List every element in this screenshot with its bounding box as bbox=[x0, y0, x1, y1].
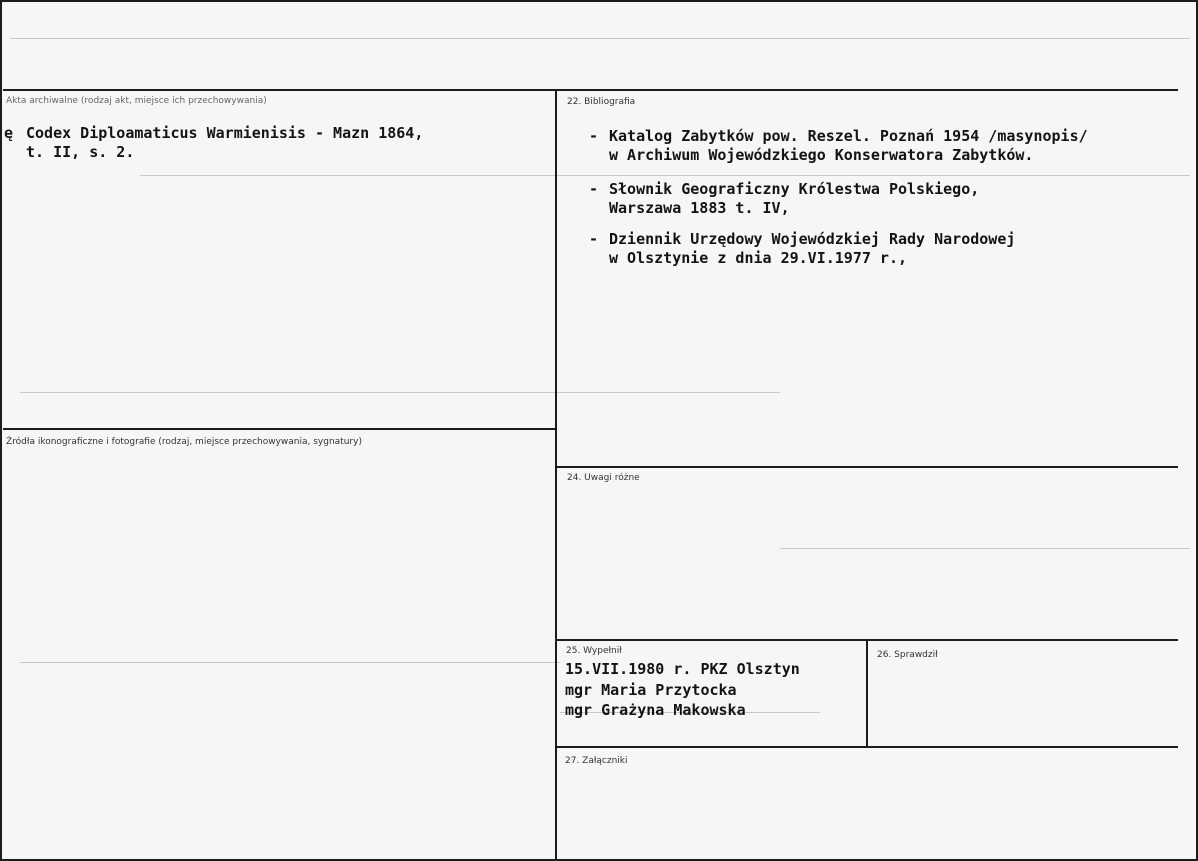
archives-bullet: ę bbox=[4, 124, 14, 142]
divider-left-mid bbox=[3, 428, 556, 430]
filled-by-person-1: mgr Maria Przytocka bbox=[565, 681, 737, 699]
bleed-through-line bbox=[780, 548, 1190, 549]
filled-by-label: 25. Wypełnił bbox=[566, 646, 622, 656]
bibliography-entry-2-line-1: Słownik Geograficzny Królestwa Polskiego, bbox=[609, 180, 980, 198]
frame-top bbox=[0, 0, 1198, 2]
bibliography-dash: - bbox=[589, 180, 599, 198]
bibliography-entry-1-line-2: w Archiwum Wojewódzkiego Konserwatora Zabytków. bbox=[609, 146, 1034, 164]
bibliography-label: 22. Bibliografia bbox=[567, 97, 636, 107]
archives-label: Akta archiwalne (rodzaj akt, miejsce ich przechowywania) bbox=[6, 96, 267, 106]
filled-by-date: 15.VII.1980 r. PKZ Olsztyn bbox=[565, 660, 800, 678]
bibliography-dash: - bbox=[589, 127, 599, 145]
archives-line-1: Codex Diploamaticus Warmienisis - Mazn 1864, bbox=[26, 124, 424, 142]
bibliography-entry-2-line-2: Warszawa 1883 t. IV, bbox=[609, 199, 790, 217]
bibliography-entry-3-line-2: w Olsztynie z dnia 29.VI.1977 r., bbox=[609, 249, 908, 267]
checked-by-label: 26. Sprawdził bbox=[877, 650, 938, 660]
bleed-through-line bbox=[20, 392, 780, 393]
divider-center bbox=[555, 89, 557, 859]
divider-remarks bbox=[556, 466, 1178, 468]
bibliography-entry-1-line-1: Katalog Zabytków pow. Reszel. Poznań 1954 /masynopis/ bbox=[609, 127, 1088, 145]
iconography-label: Źródła ikonograficzne i fotografie (rodzaj, miejsce przechowywania, sygnatury) bbox=[6, 437, 362, 447]
attachments-label: 27. Załączniki bbox=[565, 756, 628, 766]
bibliography-entry-3-line-1: Dziennik Urzędowy Wojewódzkiej Rady Narodowej bbox=[609, 230, 1016, 248]
archives-line-2: t. II, s. 2. bbox=[26, 143, 135, 161]
divider-attachments bbox=[556, 746, 1178, 748]
bleed-through-line bbox=[10, 38, 1190, 39]
bibliography-dash: - bbox=[589, 230, 599, 248]
filled-by-person-2: mgr Grażyna Makowska bbox=[565, 701, 746, 719]
frame-left bbox=[0, 0, 2, 861]
divider-top bbox=[3, 89, 1178, 91]
divider-checked bbox=[866, 639, 868, 747]
bleed-through-line bbox=[140, 175, 1190, 176]
bleed-through-line bbox=[20, 662, 560, 663]
remarks-label: 24. Uwagi różne bbox=[567, 473, 640, 483]
